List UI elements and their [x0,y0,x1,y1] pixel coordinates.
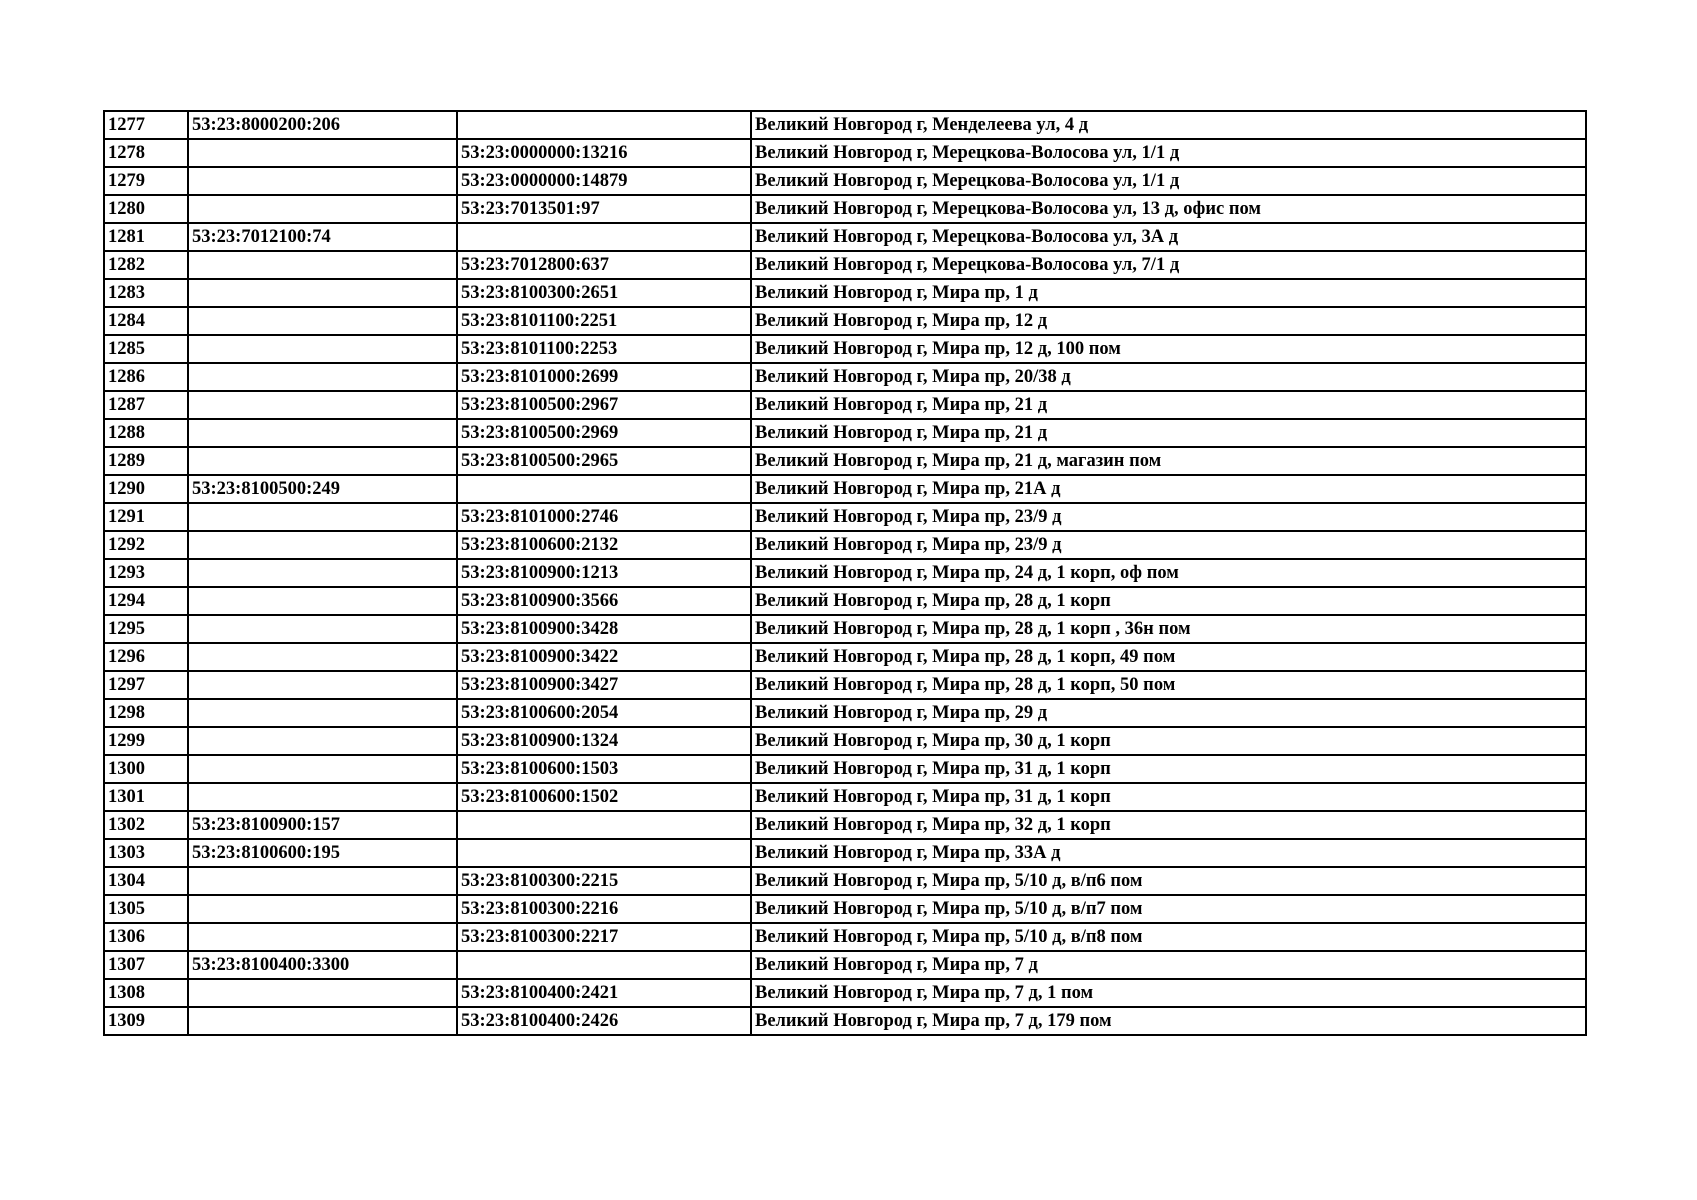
row-number-cell: 1292 [104,531,188,559]
table-row [104,223,1586,251]
address-cell: Великий Новгород г, Мира пр, 31 д, 1 корп [751,755,1586,783]
cadastral-number-cell [188,195,457,223]
table-row [104,531,1586,559]
address-cell: Великий Новгород г, Мира пр, 30 д, 1 корп [751,727,1586,755]
row-number-cell: 1296 [104,643,188,671]
address-cell: Великий Новгород г, Мира пр, 21 д, магазин пом [751,447,1586,475]
cadastral-number-cell [188,979,457,1007]
object-cadastral-number-cell [457,951,751,979]
cadastral-number-cell [188,391,457,419]
document-page [103,110,1585,1036]
object-cadastral-number-cell: 53:23:8101100:2253 [457,335,751,363]
table-row [104,699,1586,727]
cadastral-number-cell [188,643,457,671]
address-cell: Великий Новгород г, Мира пр, 7 д [751,951,1586,979]
cadastral-number-cell [188,447,457,475]
table-row [104,643,1586,671]
table-row [104,895,1586,923]
table-body [104,111,1586,1035]
row-number-cell: 1300 [104,755,188,783]
address-cell: Великий Новгород г, Мира пр, 28 д, 1 корп, 50 пом [751,671,1586,699]
object-cadastral-number-cell: 53:23:0000000:14879 [457,167,751,195]
address-cell: Великий Новгород г, Мира пр, 5/10 д, в/п6 пом [751,867,1586,895]
object-cadastral-number-cell: 53:23:8100300:2651 [457,279,751,307]
row-number-cell: 1282 [104,251,188,279]
row-number-cell: 1301 [104,783,188,811]
object-cadastral-number-cell: 53:23:8100500:2967 [457,391,751,419]
table-row [104,979,1586,1007]
address-cell: Великий Новгород г, Мира пр, 32 д, 1 корп [751,811,1586,839]
cadastral-number-cell [188,251,457,279]
row-number-cell: 1281 [104,223,188,251]
row-number-cell: 1278 [104,139,188,167]
row-number-cell: 1302 [104,811,188,839]
address-cell: Великий Новгород г, Мира пр, 7 д, 1 пом [751,979,1586,1007]
table-row [104,363,1586,391]
address-cell: Великий Новгород г, Мерецкова-Волосова ул, 7/1 д [751,251,1586,279]
object-cadastral-number-cell: 53:23:7012800:637 [457,251,751,279]
cadastral-number-cell [188,671,457,699]
row-number-cell: 1295 [104,615,188,643]
row-number-cell: 1305 [104,895,188,923]
object-cadastral-number-cell: 53:23:8100300:2216 [457,895,751,923]
address-cell: Великий Новгород г, Мира пр, 12 д [751,307,1586,335]
table-row [104,447,1586,475]
address-cell: Великий Новгород г, Мира пр, 5/10 д, в/п8 пом [751,923,1586,951]
table-row [104,391,1586,419]
object-cadastral-number-cell: 53:23:8100900:3428 [457,615,751,643]
row-number-cell: 1284 [104,307,188,335]
address-cell: Великий Новгород г, Мира пр, 21А д [751,475,1586,503]
address-cell: Великий Новгород г, Мира пр, 29 д [751,699,1586,727]
cadastral-number-cell [188,923,457,951]
object-cadastral-number-cell: 53:23:8100600:1502 [457,783,751,811]
object-cadastral-number-cell: 53:23:8100400:2426 [457,1007,751,1035]
address-cell: Великий Новгород г, Мерецкова-Волосова ул, 13 д, офис пом [751,195,1586,223]
cadastral-number-cell [188,307,457,335]
table-row [104,139,1586,167]
object-cadastral-number-cell [457,223,751,251]
table-row [104,475,1586,503]
address-cell: Великий Новгород г, Мира пр, 5/10 д, в/п7 пом [751,895,1586,923]
row-number-cell: 1294 [104,587,188,615]
object-cadastral-number-cell [457,111,751,139]
row-number-cell: 1285 [104,335,188,363]
table-row [104,951,1586,979]
table-row [104,755,1586,783]
object-cadastral-number-cell: 53:23:8100600:1503 [457,755,751,783]
address-cell: Великий Новгород г, Мира пр, 23/9 д [751,531,1586,559]
object-cadastral-number-cell [457,839,751,867]
row-number-cell: 1309 [104,1007,188,1035]
address-cell: Великий Новгород г, Мира пр, 21 д [751,419,1586,447]
cadastral-number-cell [188,755,457,783]
address-cell: Великий Новгород г, Мира пр, 24 д, 1 корп, оф пом [751,559,1586,587]
table-row [104,251,1586,279]
table-row [104,279,1586,307]
table-row [104,727,1586,755]
row-number-cell: 1298 [104,699,188,727]
address-cell: Великий Новгород г, Мира пр, 7 д, 179 пом [751,1007,1586,1035]
cadastral-number-cell [188,503,457,531]
object-cadastral-number-cell [457,811,751,839]
cadastral-number-cell [188,167,457,195]
object-cadastral-number-cell: 53:23:8100500:2969 [457,419,751,447]
table-row [104,671,1586,699]
row-number-cell: 1306 [104,923,188,951]
table-row [104,335,1586,363]
object-cadastral-number-cell: 53:23:8101000:2699 [457,363,751,391]
table-row [104,195,1586,223]
object-cadastral-number-cell: 53:23:8100600:2054 [457,699,751,727]
table-row [104,559,1586,587]
table-row [104,1007,1586,1035]
row-number-cell: 1304 [104,867,188,895]
table-row [104,615,1586,643]
row-number-cell: 1297 [104,671,188,699]
row-number-cell: 1290 [104,475,188,503]
cadastral-number-cell [188,867,457,895]
address-cell: Великий Новгород г, Мира пр, 21 д [751,391,1586,419]
object-cadastral-number-cell: 53:23:8101000:2746 [457,503,751,531]
table-row [104,419,1586,447]
table-row [104,811,1586,839]
cadastral-number-cell [188,1007,457,1035]
object-cadastral-number-cell: 53:23:8100900:3427 [457,671,751,699]
object-cadastral-number-cell: 53:23:8100900:1324 [457,727,751,755]
cadastral-number-cell: 53:23:8100600:195 [188,839,457,867]
address-cell: Великий Новгород г, Мира пр, 20/38 д [751,363,1586,391]
object-cadastral-number-cell: 53:23:8100500:2965 [457,447,751,475]
row-number-cell: 1280 [104,195,188,223]
object-cadastral-number-cell: 53:23:8100600:2132 [457,531,751,559]
cadastral-number-cell [188,587,457,615]
cadastral-number-cell [188,139,457,167]
table-row [104,167,1586,195]
object-cadastral-number-cell: 53:23:8100900:3422 [457,643,751,671]
cadastral-number-cell [188,559,457,587]
table-row [104,867,1586,895]
table-row [104,111,1586,139]
cadastral-number-cell [188,419,457,447]
row-number-cell: 1283 [104,279,188,307]
cadastral-number-cell [188,335,457,363]
address-cell: Великий Новгород г, Мира пр, 28 д, 1 корп, 49 пом [751,643,1586,671]
cadastral-number-cell [188,279,457,307]
address-cell: Великий Новгород г, Мира пр, 1 д [751,279,1586,307]
address-cell: Великий Новгород г, Мира пр, 12 д, 100 пом [751,335,1586,363]
row-number-cell: 1287 [104,391,188,419]
row-number-cell: 1293 [104,559,188,587]
cadastral-number-cell: 53:23:8000200:206 [188,111,457,139]
table-row [104,923,1586,951]
row-number-cell: 1307 [104,951,188,979]
object-cadastral-number-cell: 53:23:0000000:13216 [457,139,751,167]
table-row [104,587,1586,615]
row-number-cell: 1299 [104,727,188,755]
address-cell: Великий Новгород г, Мерецкова-Волосова ул, 1/1 д [751,139,1586,167]
object-cadastral-number-cell: 53:23:8100900:1213 [457,559,751,587]
cadastral-number-cell [188,895,457,923]
object-cadastral-number-cell: 53:23:8101100:2251 [457,307,751,335]
row-number-cell: 1286 [104,363,188,391]
object-cadastral-number-cell: 53:23:8100900:3566 [457,587,751,615]
object-cadastral-number-cell: 53:23:8100300:2217 [457,923,751,951]
table-row [104,503,1586,531]
row-number-cell: 1303 [104,839,188,867]
cadastral-number-cell: 53:23:8100500:249 [188,475,457,503]
cadastral-number-cell: 53:23:8100900:157 [188,811,457,839]
address-cell: Великий Новгород г, Мира пр, 28 д, 1 корп [751,587,1586,615]
row-number-cell: 1277 [104,111,188,139]
row-number-cell: 1291 [104,503,188,531]
table-row [104,783,1586,811]
cadastral-number-cell [188,615,457,643]
object-cadastral-number-cell: 53:23:8100400:2421 [457,979,751,1007]
object-cadastral-number-cell [457,475,751,503]
cadastral-number-cell [188,363,457,391]
row-number-cell: 1308 [104,979,188,1007]
address-cell: Великий Новгород г, Мерецкова-Волосова ул, 1/1 д [751,167,1586,195]
cadastral-number-cell [188,727,457,755]
table-row [104,839,1586,867]
cadastral-number-cell: 53:23:7012100:74 [188,223,457,251]
row-number-cell: 1288 [104,419,188,447]
address-cell: Великий Новгород г, Мира пр, 33А д [751,839,1586,867]
cadastral-number-cell [188,699,457,727]
object-cadastral-number-cell: 53:23:8100300:2215 [457,867,751,895]
cadastral-number-cell [188,783,457,811]
object-cadastral-number-cell: 53:23:7013501:97 [457,195,751,223]
cadastral-number-cell [188,531,457,559]
row-number-cell: 1279 [104,167,188,195]
address-cell: Великий Новгород г, Мира пр, 31 д, 1 корп [751,783,1586,811]
table-row [104,307,1586,335]
cadastral-number-cell: 53:23:8100400:3300 [188,951,457,979]
address-cell: Великий Новгород г, Менделеева ул, 4 д [751,111,1586,139]
address-cell: Великий Новгород г, Мерецкова-Волосова ул, 3А д [751,223,1586,251]
address-cell: Великий Новгород г, Мира пр, 23/9 д [751,503,1586,531]
property-registry-table [103,110,1587,1036]
address-cell: Великий Новгород г, Мира пр, 28 д, 1 корп , 36н пом [751,615,1586,643]
row-number-cell: 1289 [104,447,188,475]
